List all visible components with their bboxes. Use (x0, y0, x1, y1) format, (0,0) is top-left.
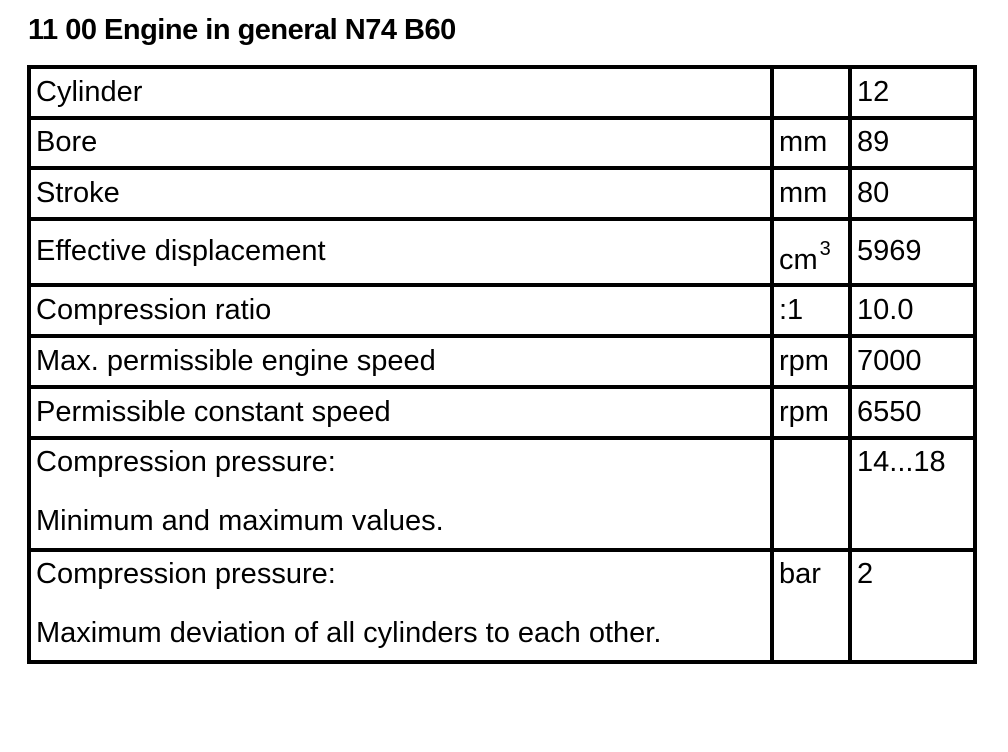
value-cell: 89 (850, 118, 975, 168)
engine-spec-table (27, 65, 977, 664)
table-row (29, 219, 975, 285)
table-row (29, 285, 975, 336)
value-cell: 5969 (850, 219, 975, 285)
value-cell: 80 (850, 168, 975, 219)
value-cell: 7000 (850, 336, 975, 387)
parameter-cell: Effective displacement (29, 219, 772, 285)
parameter-cell: Cylinder (29, 67, 772, 118)
parameter-label: Compression pressure: (36, 446, 336, 478)
table-row (29, 438, 975, 550)
unit-cell (772, 550, 850, 662)
parameter-cell: Max. permissible engine speed (29, 336, 772, 387)
parameter-cell: Stroke (29, 168, 772, 219)
unit-cell: mm (772, 118, 850, 168)
parameter-label: Compression pressure: (36, 558, 336, 590)
unit-text: cm (779, 244, 818, 277)
table-row (29, 336, 975, 387)
unit-cell: :1 (772, 285, 850, 336)
parameter-cell: Bore (29, 118, 772, 168)
table-row (29, 387, 975, 438)
parameter-cell (29, 550, 772, 662)
parameter-cell (29, 438, 772, 550)
value-text: 14...18 (857, 446, 946, 478)
unit-text: bar (779, 558, 821, 590)
parameter-cell: Compression ratio (29, 285, 772, 336)
unit-cell (772, 438, 850, 550)
unit-cell: rpm (772, 336, 850, 387)
page-title: 11 00 Engine in general N74 B60 (28, 14, 456, 46)
table-row (29, 168, 975, 219)
table-row (29, 118, 975, 168)
value-cell (850, 438, 975, 550)
table-row (29, 67, 975, 118)
value-text: 2 (857, 558, 874, 590)
unit-superscript: 3 (819, 238, 831, 261)
parameter-note: Minimum and maximum values. (36, 504, 444, 537)
unit-cell (772, 219, 850, 285)
parameter-cell: Permissible constant speed (29, 387, 772, 438)
table-row (29, 550, 975, 662)
value-cell (850, 550, 975, 662)
value-cell: 12 (850, 67, 975, 118)
value-cell: 6550 (850, 387, 975, 438)
unit-cell: mm (772, 168, 850, 219)
parameter-note: Maximum deviation of all cylinders to each other. (36, 616, 662, 649)
unit-cell (772, 67, 850, 118)
value-cell: 10.0 (850, 285, 975, 336)
unit-cell: rpm (772, 387, 850, 438)
